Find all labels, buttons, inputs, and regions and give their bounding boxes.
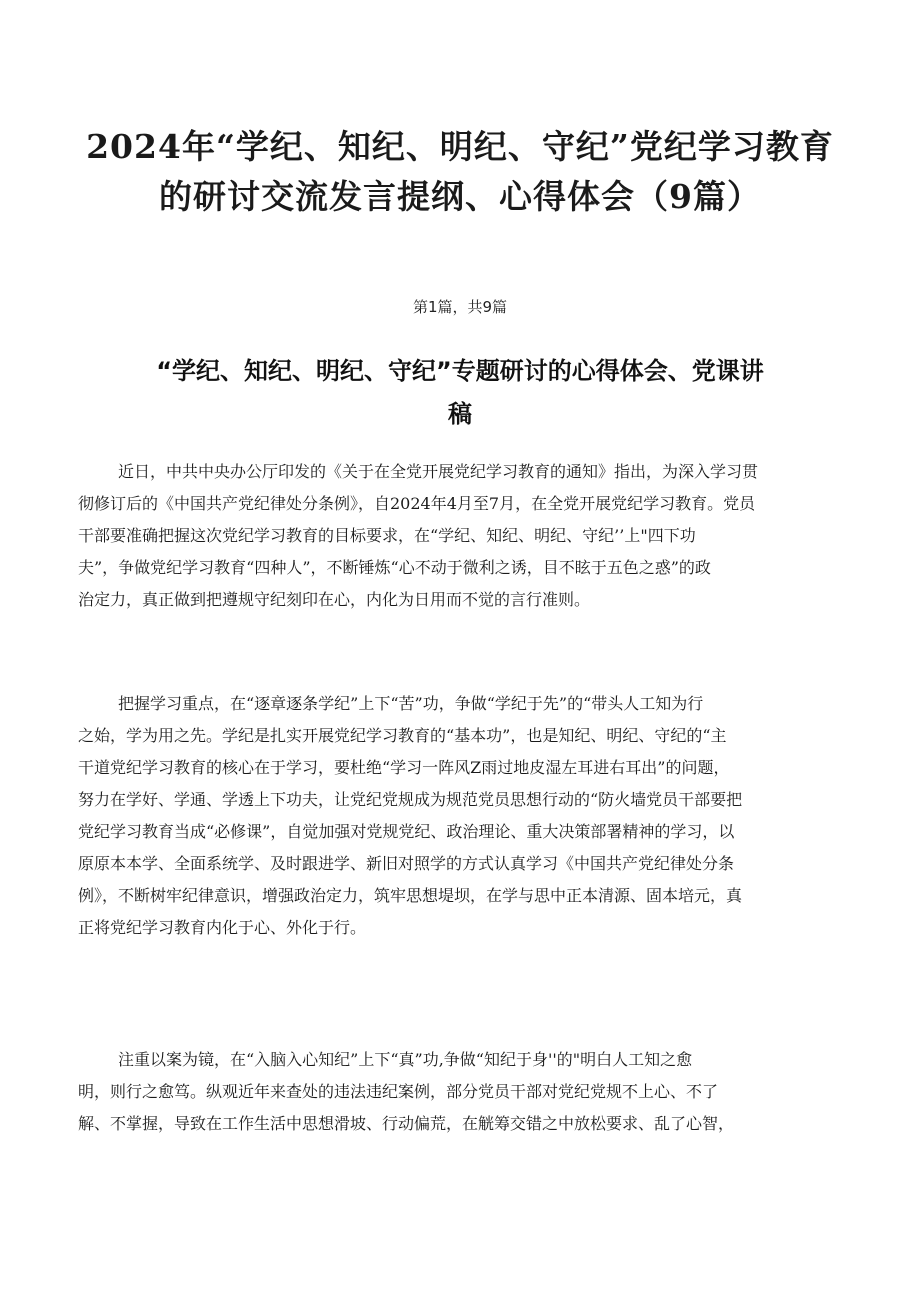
paragraph-2 (78, 688, 858, 944)
paragraph-line: 党纪学习教育当成“必修课”，自觉加强对党规党纪、政治理论、重大决策部署精神的学习，以 (78, 822, 735, 841)
paragraph-line: 解、不掌握，导致在工作生活中思想滑坡、行动偏荒，在觥筹交错之中放松要求、乱了心智， (78, 1114, 735, 1133)
paragraph-line: 注重以案为镜，在“入脑入心知纪”上下“真”功,争做“知纪于身''的"明白人工知之愈 (118, 1050, 693, 1069)
paragraph-1 (78, 456, 858, 616)
paragraph-line: 干部要准确把握这次党纪学习教育的目标要求，在“学纪、知纪、明纪、守纪’’上"四下功 (78, 526, 696, 545)
part-label: 第1篇，共9篇 (412, 298, 508, 316)
paragraph-line: 夫”，争做党纪学习教育“四种人”，不断锤炼“心不动于微利之诱，目不眩于五色之惑”的政 (78, 558, 711, 577)
section-title-line-1: “学纪、知纪、明纪、守纪”专题研讨的心得体会、党课讲 (156, 357, 764, 385)
paragraph-3 (78, 1044, 858, 1140)
paragraph-line: 努力在学好、学通、学透上下功夫，让党纪党规成为规范党员思想行动的“防火墙党员干部要把 (78, 790, 743, 809)
paragraph-line: 近日，中共中央办公厅印发的《关于在全党开展党纪学习教育的通知》指出，为深入学习贯 (118, 462, 759, 481)
paragraph-line: 彻修订后的《中国共产党纪律处分条例》，自2024年4月至7月，在全党开展党纪学习教育。党员 (78, 494, 756, 513)
paragraph-line: 明，则行之愈笃。纵观近年来查处的违法违纪案例，部分党员干部对党纪党规不上心、不了 (78, 1082, 719, 1101)
paragraph-line: 治定力，真正做到把遵规守纪刻印在心，内化为日用而不觉的言行准则。 (78, 590, 591, 609)
paragraph-line: 例》，不断树牢纪律意识，增强政治定力，筑牢思想堤坝，在学与思中正本清源、固本培元，真 (78, 886, 743, 905)
document-title-line-2: 的研讨交流发言提纲、心得体会（9篇） (159, 177, 761, 216)
document-title-line-1: 2024年“学纪、知纪、明纪、守纪”党纪学习教育 (86, 127, 834, 166)
paragraph-line: 干道党纪学习教育的核心在于学习，要杜绝“学习一阵风Z雨过地皮湿左耳进右耳出”的问题， (78, 758, 730, 777)
paragraph-line: 把握学习重点，在“逐章逐条学纪”上下“苦”功，争做“学纪于先”的“带头人工知为行 (118, 694, 704, 713)
section-title-line-2: 稿 (448, 400, 472, 428)
paragraph-line: 之始，学为用之先。学纪是扎实开展党纪学习教育的“基本功”，也是知纪、明纪、守纪的“主 (78, 726, 727, 745)
paragraph-line: 原原本本学、全面系统学、及时跟进学、新旧对照学的方式认真学习《中国共产党纪律处分条 (78, 854, 735, 873)
paragraph-line: 正将党纪学习教育内化于心、外化于行。 (78, 918, 367, 937)
